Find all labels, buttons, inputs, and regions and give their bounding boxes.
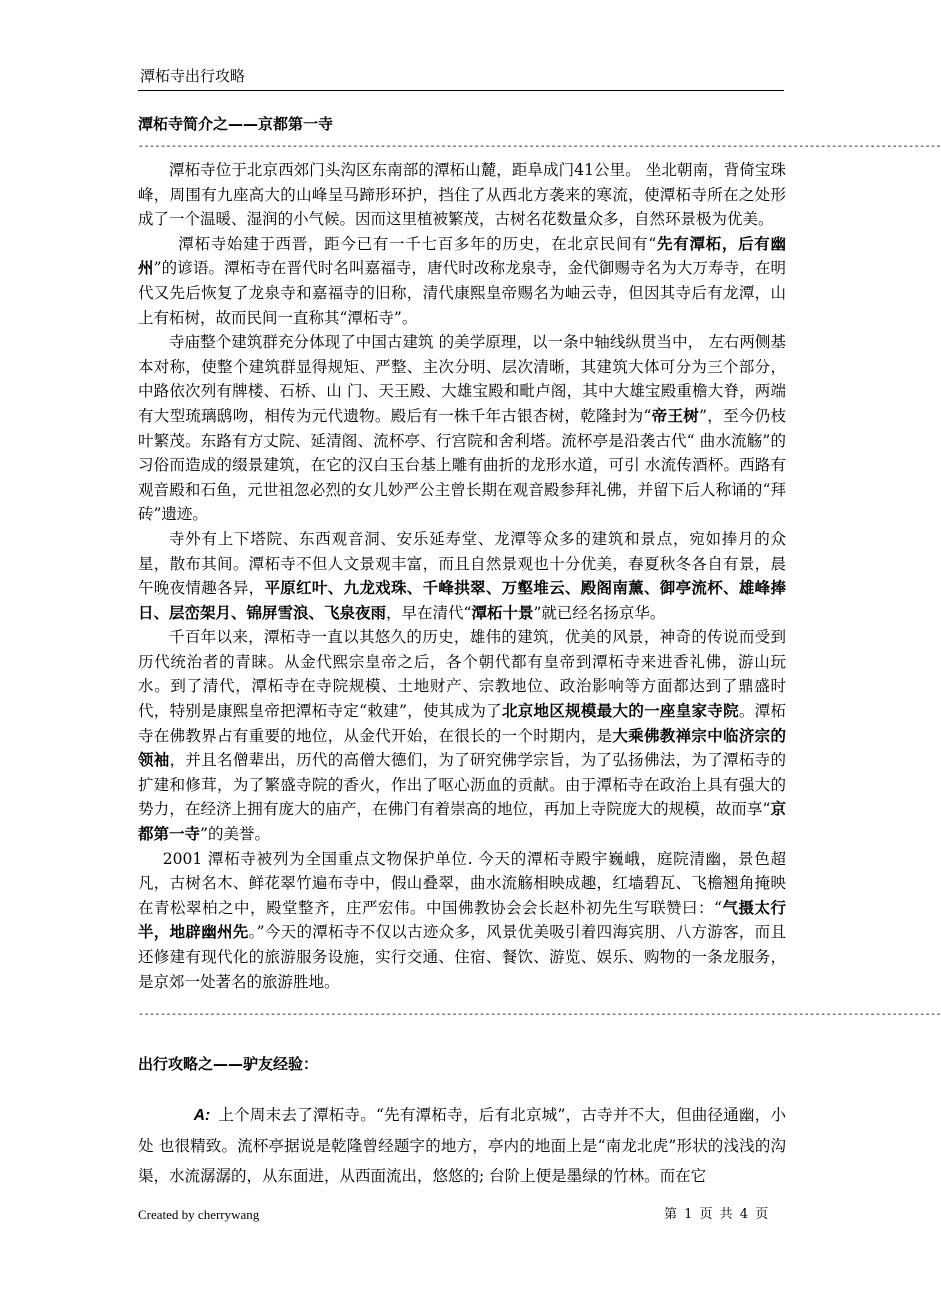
- ten-views-list: 平原红叶、九龙戏珠、千峰拱翠、万壑堆云、殿阁南薰、御亭流杯、雄峰捧日、层峦架月、锦屏雪浪、飞泉夜雨: [138, 578, 786, 622]
- page-header: [138, 66, 784, 91]
- paragraph-architecture: 寺庙整个建筑群充分体现了中国古建筑 的美学原理，以一条中轴线纵贯当中， 左右两侧基本对称，使整个建筑群显得规矩、严整、主次分明、层次清晰，其建筑大体可分为三个部分， 中路依次列有牌楼、石桥、山 门、天王殿、大雄宝殿和毗卢阁，其中大雄宝殿重檐大脊，两端有大型琉璃鸱吻，相传为元代遗物。殿后有一株千年古银杏树，乾隆封为“帝王树”，至今仍枝叶繁茂。东路有方丈院、延清阁、流杯亭、行宫院和舍利塔。流杯亭是沿袭古代“ 曲水流觞”的习俗而造成的缀景建筑，在它的汉白玉台基上雕有曲折的龙形水道，可引 水流传酒杯。西路有观音殿和石鱼，元世祖忽必烈的女儿妙严公主曾长期在观音殿参拜礼佛，并留下后人称诵的“拜砖”遗迹。: [138, 333, 786, 524]
- paragraph-royal: 千百年以来，潭柘寺一直以其悠久的历史，雄伟的建筑，优美的风景，神奇的传说而受到历代统治者的青睐。从金代熙宗皇帝之后，各个朝代都有皇帝到潭柘寺来进香礼佛，游山玩水。到了清代，潭柘寺在寺院规模、土地财产、宗教地位、政治影响等方面都达到了鼎盛时代，特别是康熙皇帝把潭柘寺定“敕建”，使其成为了北京地区规模最大的一座皇家寺院。潭柘寺在佛教界占有重要的地位，从金代开始，在很长的一个时期内，是大乘佛教禅宗中临济宗的领袖，并且名僧辈出，历代的高僧大德们，为了研究佛学宗旨，为了弘扬佛法，为了潭柘寺的扩建和修茸，为了繁盛寺院的香火，作出了呕心沥血的贡献。由于潭柘寺在政治上具有强大的势力，在经济上拥有庞大的庙产，在佛门有着崇高的地位，再加上寺院庞大的规模，故而享“京都第一寺”的美誉。: [138, 628, 786, 844]
- paragraph-today: 2001 潭柘寺被列为全国重点文物保护单位. 今天的潭柘寺殿宇巍峨，庭院清幽，景色超凡，古树名木、鲜花翠竹遍布寺中，假山叠翠，曲水流觞相映成趣，红墙碧瓦、飞檐翘角掩映在青松翠柏之中，殿堂整齐，庄严宏伟。中国佛教协会会长赵朴初先生写联赞曰：“气摄太行半，地辟幽州先。”今天的潭柘寺不仅以古迹众多，风景优美吸引着四海宾朋、八方游客，而且还修建有现代化的旅游服务设施，实行交通、住宿、餐饮、游览、娱乐、购物的一条龙服务，是京郊一处著名的旅游胜地。: [138, 849, 786, 991]
- section-title-intro: 潭柘寺简介之——京都第一寺: [138, 115, 334, 133]
- divider-bottom: --------------------------------------------------------------------------------------------------------------------------------------------------: [138, 1010, 941, 1021]
- section-title-travel: 出行攻略之——驴友经验：: [138, 1055, 319, 1073]
- header-title: 潭柘寺出行攻略: [140, 67, 246, 85]
- ten-views-name: 潭柘十景: [471, 602, 534, 622]
- footer-page-number: 第 1 页 共 4 页: [664, 1207, 769, 1222]
- divider-top: --------------------------------------------------------------------------------------------------------------------------------------------------: [138, 142, 941, 153]
- intro-body: [138, 158, 786, 994]
- proverb-highlight: 先有潭柘，后有幽州: [138, 233, 786, 278]
- royal-temple-highlight: 北京地区规模最大的一座皇家寺院: [501, 701, 739, 721]
- first-temple-highlight: 京都第一寺: [138, 799, 786, 844]
- paragraph-history: 潭柘寺始建于西晋，距今已有一千七百多年的历史，在北京民间有“先有潭柘，后有幽州”的谚语。潭柘寺在晋代时名叫嘉福寺，唐代时改称龙泉寺，金代御赐寺名为大万寿寺，在明代又先后恢复了龙泉寺和嘉福寺的旧称，清代康熙皇帝赐名为岫云寺，但因其寺后有龙潭，山上有柘树，故而民间一直称其“潭柘寺”。: [138, 233, 786, 327]
- travel-experience: [138, 1100, 786, 1191]
- footer-author: Created by cherrywang: [138, 1207, 260, 1222]
- emperor-tree-highlight: 帝王树: [651, 405, 700, 425]
- paragraph-location: 潭柘寺位于北京西郊门头沟区东南部的潭柘山麓，距阜成门41公里。 坐北朝南，背倚宝珠峰，周围有九座高大的山峰呈马蹄形环护，挡住了从西北方袭来的寒流，使潭柘寺所在之处形成了一个温暖、湿润的小气候。因而这里植被繁茂，古树名花数量众多，自然环景极为优美。: [138, 161, 786, 229]
- zen-leader-highlight: 大乘佛教禅宗中临济宗的领袖: [138, 725, 786, 770]
- experience-label: A:: [193, 1107, 211, 1124]
- couplet-highlight: 气摄太行半，地辟幽州先: [138, 897, 786, 942]
- experience-a: A: 上个周末去了潭柘寺。“先有潭柘寺，后有北京城”，古寺并不大，但曲径通幽，小处 也很精致。流杯亭据说是乾隆曾经题字的地方，亭内的地面上是“南龙北虎”形状的浅浅的沟渠，水流潺潺的，从东面进，从西面流出，悠悠的; 台阶上便是墨绿的竹林。而在它: [138, 1106, 786, 1185]
- paragraph-scenery: 寺外有上下塔院、东西观音洞、安乐延寿堂、龙潭等众多的建筑和景点，宛如捧月的众星，散布其间。潭柘寺不但人文景观丰富，而且自然景观也十分优美，春夏秋冬各自有景，晨午晚夜情趣各异，平原红叶、九龙戏珠、千峰拱翠、万壑堆云、殿阁南薰、御亭流杯、雄峰捧日、层峦架月、锦屏雪浪、飞泉夜雨，早在清代“潭柘十景”就已经名扬京华。: [138, 529, 786, 622]
